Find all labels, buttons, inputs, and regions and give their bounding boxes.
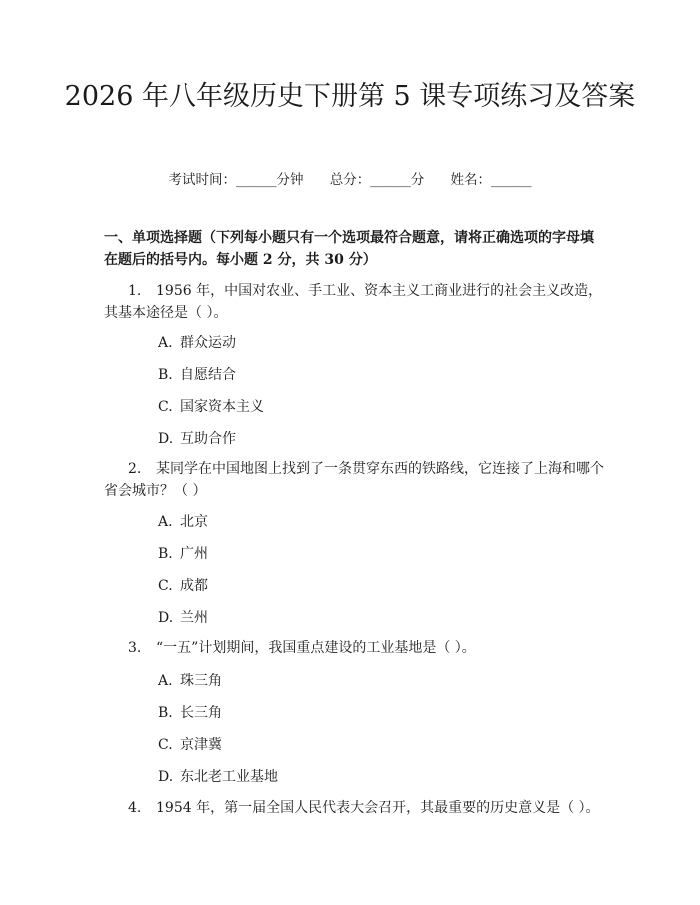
question-number: 4. [128, 800, 142, 816]
option-letter: D. [158, 431, 174, 447]
option-text: 长三角 [180, 705, 222, 721]
option-text: 珠三角 [180, 673, 222, 689]
option-text: 广州 [180, 546, 208, 562]
option-letter: B. [158, 367, 173, 383]
option-letter: B. [158, 546, 173, 562]
option-letter: C. [158, 578, 173, 594]
option-text: 北京 [180, 514, 208, 530]
total-score-field: 总分：______分 [329, 172, 425, 188]
question-2-option-c [158, 575, 208, 597]
question-3-option-b [158, 702, 222, 724]
option-letter: D. [158, 769, 174, 785]
option-letter: C. [158, 399, 173, 415]
question-number: 3. [128, 640, 142, 656]
option-letter: A. [158, 514, 173, 530]
question-4 [104, 797, 604, 819]
option-text: 兰州 [180, 610, 208, 626]
question-1-option-b [158, 364, 236, 386]
option-text: 自愿结合 [180, 367, 236, 383]
option-text: 群众运动 [180, 335, 236, 351]
question-2 [104, 458, 604, 502]
question-text: 1956 年，中国对农业、手工业、资本主义工商业进行的社会主义改造，其基本途径是（ ）。 [104, 283, 603, 321]
student-name-field: 姓名：______ [450, 172, 532, 188]
question-1-option-d [158, 428, 236, 450]
question-1-option-c [158, 396, 264, 418]
question-3-option-d [158, 766, 278, 788]
option-letter: B. [158, 705, 173, 721]
question-2-option-d [158, 607, 208, 629]
question-text: “一五”计划期间，我国重点建设的工业基地是（ ）。 [156, 640, 476, 656]
question-1 [104, 280, 604, 324]
question-1-option-a [158, 332, 236, 354]
exam-meta [0, 168, 700, 188]
option-text: 国家资本主义 [180, 399, 264, 415]
option-letter: A. [158, 335, 173, 351]
question-2-option-a [158, 511, 208, 533]
question-number: 2. [128, 461, 142, 477]
question-3-option-c [158, 734, 222, 756]
question-3-option-a [158, 670, 222, 692]
option-text: 成都 [180, 578, 208, 594]
document-title: 2026 年八年级历史下册第 5 课专项练习及答案 [64, 81, 636, 112]
exam-time-field: 考试时间：______分钟 [168, 172, 304, 188]
option-text: 东北老工业基地 [180, 769, 278, 785]
option-text: 京津冀 [180, 737, 222, 753]
section-heading: 一、单项选择题（下列每小题只有一个选项最符合题意，请将正确选项的字母填在题后的括号内。每小题 2 分，共 30 分） [104, 230, 594, 268]
question-number: 1. [128, 283, 142, 299]
option-letter: C. [158, 737, 173, 753]
option-letter: D. [158, 610, 174, 626]
question-3 [104, 637, 604, 659]
question-text: 1954 年，第一届全国人民代表大会召开，其最重要的历史意义是（ ）。 [156, 800, 600, 816]
option-letter: A. [158, 673, 173, 689]
question-2-option-b [158, 543, 208, 565]
option-text: 互助合作 [180, 431, 236, 447]
question-text: 某同学在中国地图上找到了一条贯穿东西的铁路线，它连接了上海和哪个省会城市？（ ） [104, 461, 604, 499]
